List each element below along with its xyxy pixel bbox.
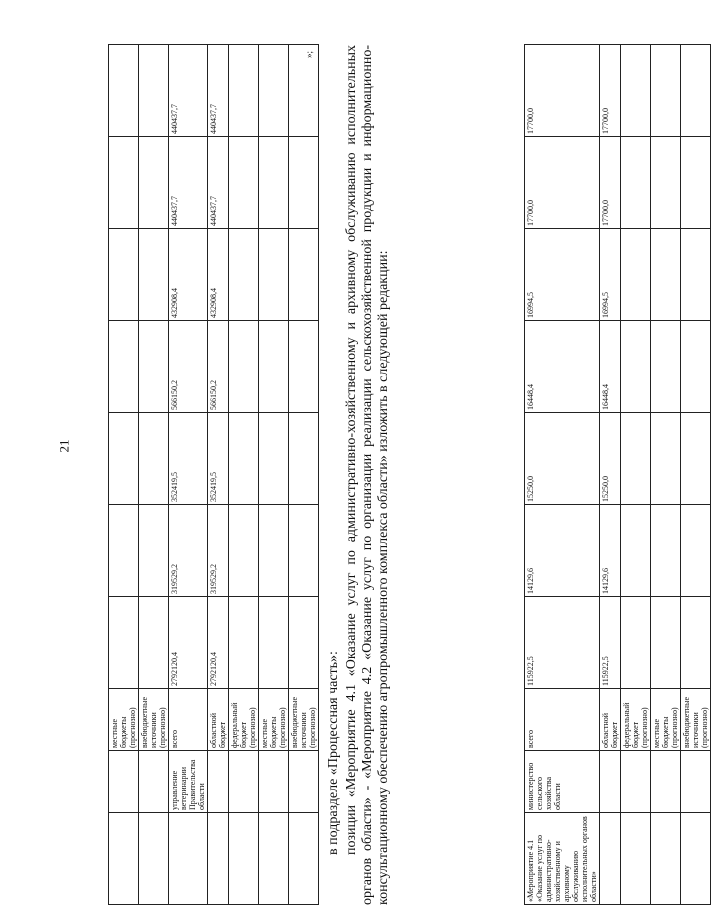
value-cell (229, 137, 259, 229)
value-cell (139, 137, 169, 229)
instruction-paragraph: позиции «Мероприятие 4.1 «Оказание услуг по административно-хозяйственному и архивному обслуживанию исполнительных органов области» - «Мероприятие 4.2 «Оказание услуг по организации реализации сельскохозяйственной продукции и информационно-консультационному обеспечению агропромышленного комплекса области» изложить в следующей редакции: (344, 45, 391, 905)
table-cell (109, 813, 139, 905)
table-row (139, 45, 169, 905)
value-cell (259, 413, 289, 505)
value-cell: 432908,4 (208, 229, 229, 321)
value-cell (289, 505, 319, 597)
table-cell (621, 751, 651, 813)
value-cell (259, 597, 289, 689)
table-row (259, 45, 289, 905)
table-cell: управление ветеринарии Правительства области (169, 751, 208, 813)
value-cell: 16448,4 (525, 321, 600, 413)
table-cell (289, 751, 319, 813)
subsection-paragraph: в подразделе «Процессная часть»: (326, 651, 341, 855)
value-cell: 352419,5 (169, 413, 208, 505)
value-cell (681, 413, 711, 505)
table-cell (621, 813, 651, 905)
value-cell (229, 321, 259, 413)
value-cell (109, 505, 139, 597)
table-cell (600, 751, 621, 813)
table-cell (651, 751, 681, 813)
value-cell (289, 321, 319, 413)
value-cell (289, 45, 319, 137)
value-cell: 566150,2 (169, 321, 208, 413)
value-cell (139, 45, 169, 137)
table-cell: федеральный бюджет (прогнозно) (621, 689, 651, 751)
value-cell (229, 597, 259, 689)
value-cell (621, 137, 651, 229)
table-row (208, 45, 229, 905)
value-cell: 14129,6 (525, 505, 600, 597)
closing-quote-mark: »; (304, 51, 314, 59)
value-cell (651, 413, 681, 505)
table-cell (139, 813, 169, 905)
value-cell (681, 45, 711, 137)
value-cell (289, 597, 319, 689)
value-cell: 15250,0 (600, 413, 621, 505)
table-cell (259, 751, 289, 813)
rotated-page-content (108, 45, 709, 905)
value-cell (651, 505, 681, 597)
value-cell (289, 413, 319, 505)
value-cell (259, 229, 289, 321)
table-cell: местные бюджеты (прогнозно) (109, 689, 139, 751)
value-cell (621, 597, 651, 689)
value-cell: 16994,5 (600, 229, 621, 321)
table-cell: федеральный бюджет (прогнозно) (229, 689, 259, 751)
table-cell: местные бюджеты (прогнозно) (259, 689, 289, 751)
value-cell (139, 505, 169, 597)
value-cell (681, 137, 711, 229)
table-cell: всего (169, 689, 208, 751)
value-cell (109, 413, 139, 505)
budget-table-top (108, 44, 319, 905)
table-cell: областной бюджет (600, 689, 621, 751)
value-cell (621, 45, 651, 137)
value-cell (229, 229, 259, 321)
table-cell (109, 751, 139, 813)
table-cell (229, 813, 259, 905)
value-cell: 14129,6 (600, 505, 621, 597)
table-row (289, 45, 319, 905)
table-cell (600, 813, 621, 905)
table-cell: внебюджетные источники (прогнозно) (289, 689, 319, 751)
value-cell: 17700,0 (525, 45, 600, 137)
value-cell (621, 321, 651, 413)
value-cell (651, 137, 681, 229)
table-cell (651, 813, 681, 905)
table-cell (259, 813, 289, 905)
value-cell (109, 45, 139, 137)
table-cell (681, 751, 711, 813)
value-cell (109, 321, 139, 413)
value-cell (229, 413, 259, 505)
value-cell: 566150,2 (208, 321, 229, 413)
value-cell (229, 45, 259, 137)
value-cell (109, 597, 139, 689)
table-row (651, 45, 681, 905)
value-cell: 17700,0 (525, 137, 600, 229)
value-cell: 352419,5 (208, 413, 229, 505)
value-cell: 2792120,4 (169, 597, 208, 689)
table-cell: местные бюджеты (прогнозно) (651, 689, 681, 751)
value-cell: 115922,5 (525, 597, 600, 689)
value-cell (651, 321, 681, 413)
value-cell: 115922,5 (600, 597, 621, 689)
value-cell (229, 505, 259, 597)
table-row (600, 45, 621, 905)
value-cell (289, 137, 319, 229)
table-cell: всего (525, 689, 600, 751)
value-cell: 432908,4 (169, 229, 208, 321)
table-cell (681, 813, 711, 905)
table-row (109, 45, 139, 905)
value-cell (621, 505, 651, 597)
table-cell (208, 813, 229, 905)
table-cell: министерство сельского хозяйства области (525, 751, 600, 813)
text-block (326, 45, 392, 905)
value-cell (139, 321, 169, 413)
table-cell: «Мероприятие 4.1 «Оказание услуг по административно-хозяйственному и архивному обслуживанию исполнительных органов области» (525, 813, 600, 905)
value-cell (289, 229, 319, 321)
value-cell (259, 321, 289, 413)
value-cell: 16448,4 (600, 321, 621, 413)
value-cell (259, 137, 289, 229)
value-cell (139, 413, 169, 505)
value-cell (681, 321, 711, 413)
table-cell: областной бюджет (208, 689, 229, 751)
table-cell (139, 751, 169, 813)
page-number: 21 (56, 439, 72, 453)
value-cell: 17700,0 (600, 45, 621, 137)
table-cell (229, 751, 259, 813)
value-cell (621, 229, 651, 321)
value-cell: 15250,0 (525, 413, 600, 505)
value-cell: 16994,5 (525, 229, 600, 321)
value-cell (259, 505, 289, 597)
value-cell: 17700,0 (600, 137, 621, 229)
value-cell (651, 229, 681, 321)
value-cell: 440437,7 (169, 137, 208, 229)
value-cell: 440437,7 (208, 137, 229, 229)
table-row (525, 45, 600, 905)
value-cell: 2792120,4 (208, 597, 229, 689)
table-cell (169, 813, 208, 905)
value-cell: 319529,2 (169, 505, 208, 597)
value-cell (681, 505, 711, 597)
table-row (229, 45, 259, 905)
table-row (681, 45, 711, 905)
value-cell (139, 597, 169, 689)
value-cell (651, 597, 681, 689)
value-cell (109, 229, 139, 321)
value-cell: 319529,2 (208, 505, 229, 597)
value-cell: 440437,7 (208, 45, 229, 137)
table-cell (208, 751, 229, 813)
value-cell (109, 137, 139, 229)
table-cell: внебюджетные источники (прогнозно) (681, 689, 711, 751)
value-cell (651, 45, 681, 137)
table-cell (289, 813, 319, 905)
value-cell (621, 413, 651, 505)
value-cell (259, 45, 289, 137)
table-row (169, 45, 208, 905)
table-row (621, 45, 651, 905)
value-cell (681, 229, 711, 321)
value-cell (681, 597, 711, 689)
value-cell (139, 229, 169, 321)
budget-table-bottom (524, 44, 711, 905)
table-cell: внебюджетные источники (прогнозно) (139, 689, 169, 751)
value-cell: 440437,7 (169, 45, 208, 137)
